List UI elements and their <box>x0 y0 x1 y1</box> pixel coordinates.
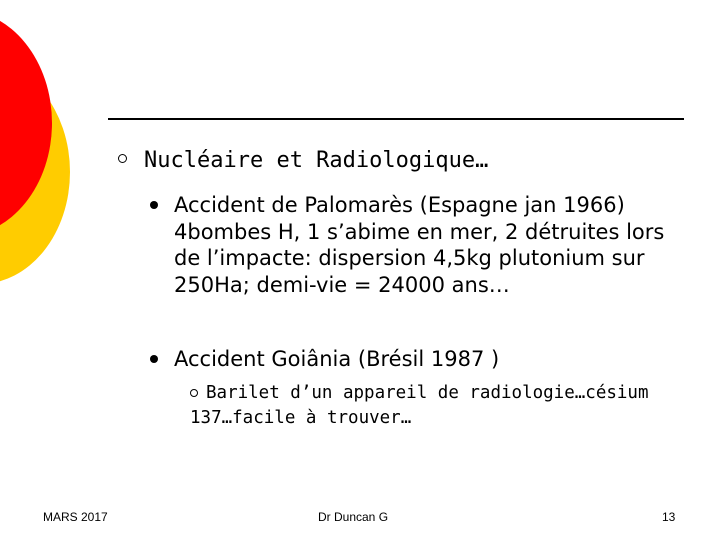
bullet-level2-text: Accident Goiânia (Brésil 1987 ) <box>174 347 500 371</box>
footer-author: Dr Duncan G <box>318 510 389 524</box>
footer-date: MARS 2017 <box>43 510 108 524</box>
bullet-level2-palomares <box>150 192 690 298</box>
bullet-level3 <box>190 381 690 431</box>
hollow-circle-bullet-icon <box>118 154 127 163</box>
filled-circle-bullet-icon <box>150 201 158 209</box>
title-divider <box>108 118 684 120</box>
bullet-level2-goiania <box>150 346 690 373</box>
bullet-level1-text: Nucléaire et Radiologique… <box>144 148 489 173</box>
filled-circle-bullet-icon <box>150 355 158 363</box>
footer-page-number: 13 <box>662 510 676 524</box>
hollow-circle-bullet-icon <box>190 389 198 397</box>
bullet-level2-text: Accident de Palomarès (Espagne jan 1966) 4bombes H, 1 s’abime en mer, 2 détruites lors de l’impacte: dispersion 4,5kg plutonium sur 250Ha; demi-vie = 24000 ans… <box>174 193 665 297</box>
bullet-level3-text: Barilet d’un appareil de radiologie…césium 137…facile à trouver… <box>190 383 649 428</box>
